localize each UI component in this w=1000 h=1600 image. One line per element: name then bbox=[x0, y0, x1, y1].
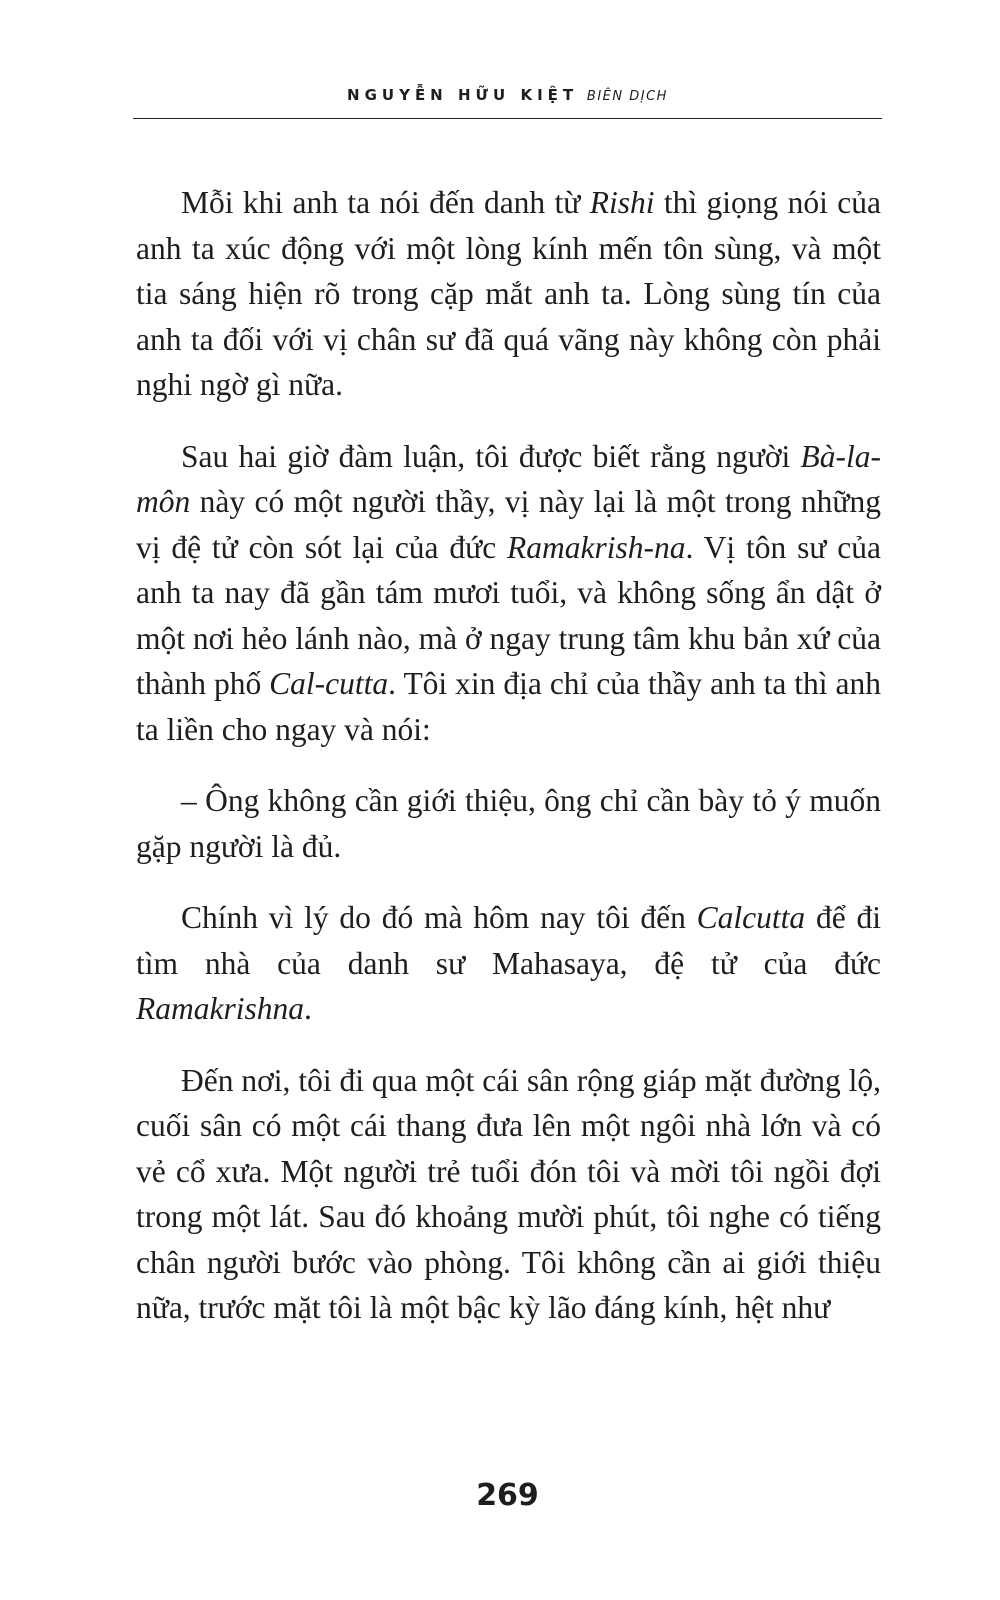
italic-term: Rishi bbox=[589, 185, 655, 220]
italic-term: Calcutta bbox=[696, 900, 806, 935]
text-segment: – Ông không cần giới thiệu, ông chỉ cần bày tỏ ý muốn gặp người là đủ. bbox=[136, 783, 881, 864]
running-header bbox=[133, 86, 882, 106]
text-segment: này có một người thầy, vị này lại là một trong những vị đệ tử còn sót lại của đức bbox=[136, 484, 881, 565]
text-segment: Đến nơi, tôi đi qua một cái sân rộng giáp mặt đường lộ, cuối sân có một cái thang đưa lên một ngôi nhà lớn và có vẻ cổ xưa. Một người trẻ tuổi đón tôi và mời tôi ngồi đợi trong một lát. Sau đó khoảng mười phút, tôi nghe có tiếng chân người bước vào phòng. Tôi không cần ai giới thiệu nữa, trước mặt tôi là một bậc kỳ lão đáng kính, hệt như bbox=[136, 1062, 881, 1325]
text-segment: . bbox=[304, 991, 312, 1026]
text-segment: . Vị tôn sư của anh ta nay đã gần tám mươi tuổi, và không sống ẩn dật ở một nơi hẻo lánh nào, mà ở ngay trung tâm khu bản xứ của thành phố bbox=[136, 529, 881, 701]
italic-term: Ramakrish-na bbox=[507, 529, 686, 565]
text-segment: để đi tìm nhà của danh sư Mahasaya, đệ tử của đức bbox=[136, 900, 881, 981]
paragraph bbox=[136, 778, 881, 869]
text-segment: Sau hai giờ đàm luận, tôi được biết rằng người bbox=[181, 438, 801, 474]
text-segment: Mỗi khi anh ta nói đến danh từ bbox=[181, 185, 590, 220]
paragraph bbox=[136, 895, 881, 1032]
italic-term: Bà-la-môn bbox=[136, 438, 881, 519]
header-author: NGUYỄN HỮU KIỆT bbox=[347, 86, 579, 104]
paragraph bbox=[136, 180, 881, 408]
italic-term: Cal-cutta bbox=[269, 666, 389, 701]
paragraph bbox=[136, 434, 881, 753]
body-text bbox=[136, 180, 881, 1331]
text-segment: Chính vì lý do đó mà hôm nay tôi đến bbox=[181, 900, 697, 935]
page-number: 269 bbox=[476, 1478, 539, 1513]
italic-term: Ramakrishna bbox=[136, 991, 304, 1026]
header-rule bbox=[133, 118, 882, 119]
header-role: BIÊN DỊCH bbox=[586, 89, 668, 104]
text-segment: . Tôi xin địa chỉ của thầy anh ta thì anh ta liền cho ngay và nói: bbox=[136, 666, 881, 747]
text-segment: thì giọng nói của anh ta xúc động với một lòng kính mến tôn sùng, và một tia sáng hiện rõ trong cặp mắt anh ta. Lòng sùng tín của anh ta đối với vị chân sư đã quá vãng này không còn phải nghi ngờ gì nữa. bbox=[136, 185, 881, 402]
paragraph bbox=[136, 1058, 881, 1331]
